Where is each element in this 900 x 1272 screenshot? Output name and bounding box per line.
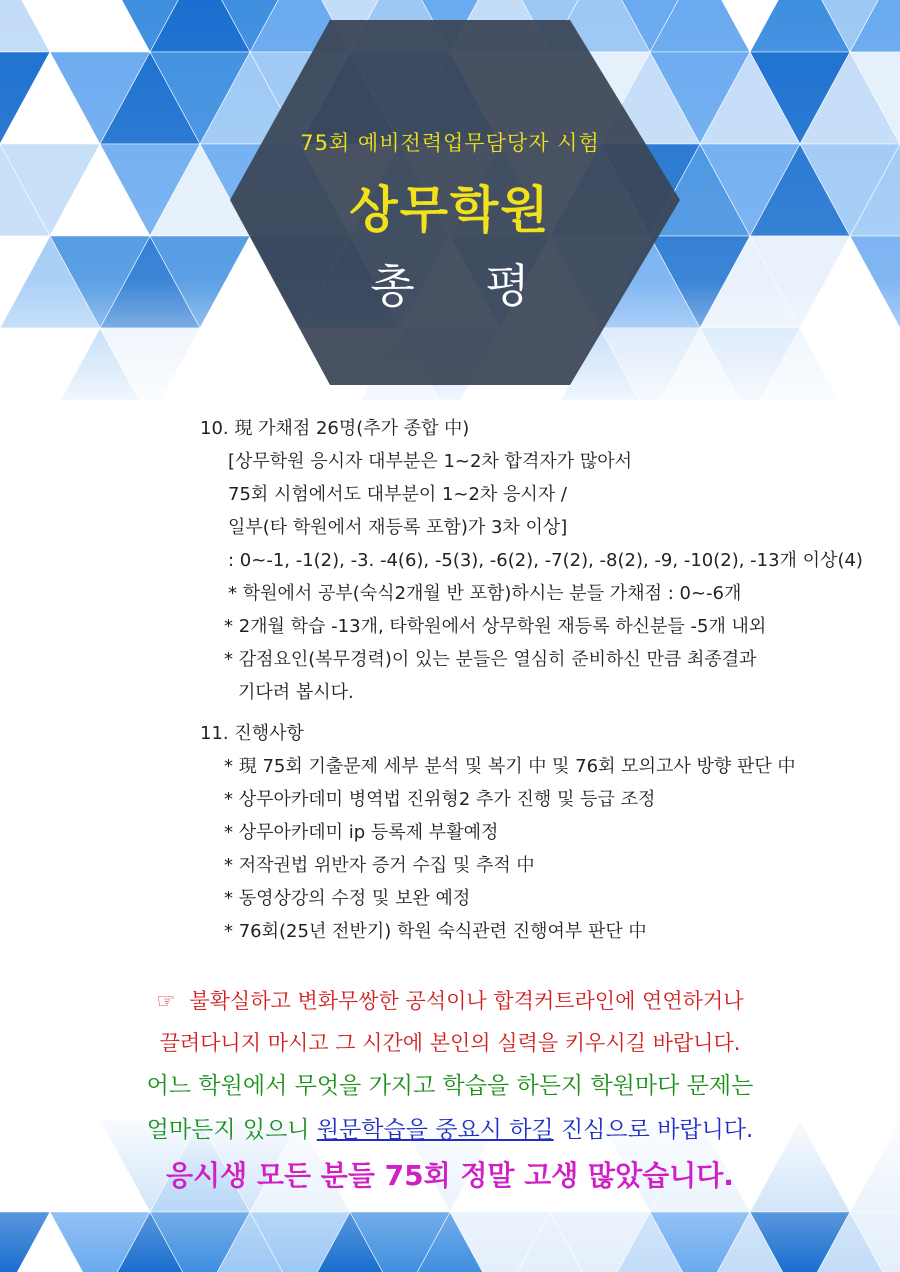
section10-bullet: * 2개월 학습 -13개, 타학원에서 상무학원 재등록 하신분들 -5개 내외	[224, 616, 767, 637]
section10-bullet: * 감점요인(복무경력)이 있는 분들은 열심히 준비하신 만큼 최종결과	[224, 649, 757, 670]
advice-line1: 어느 학원에서 무엇을 가지고 학습을 하든지 학원마다 문제는	[146, 1073, 754, 1099]
caution-note-line1	[0, 980, 900, 1022]
section11-bullet: * 상무아카데미 병역법 진위형2 추가 진행 및 등급 조정	[224, 789, 656, 810]
caution-note-text: 불확실하고 변화무쌍한 공석이나 합격커트라인에 연연하거나	[189, 989, 744, 1013]
academy-title: 상무학원	[349, 181, 551, 239]
caution-note-line2: 끌려다니지 마시고 그 시간에 본인의 실력을 키우시길 바랍니다.	[159, 1031, 741, 1055]
section11-bullet: * 상무아카데미 ip 등록제 부활예정	[224, 822, 499, 843]
section10-line: 75회 시험에서도 대부분이 1~2차 응시자 /	[228, 484, 567, 505]
review-body	[200, 412, 863, 948]
section11-bullet: * 76회(25년 전반기) 학원 숙식관련 진행여부 판단 中	[224, 921, 647, 942]
exam-subtitle: 75회 예비전력업무담당자 시험	[300, 131, 600, 155]
header-banner	[0, 0, 900, 400]
pointing-hand-icon: ☞	[156, 989, 176, 1013]
section11-heading: 11. 진행사항	[200, 723, 304, 744]
score-distribution: : 0~-1, -1(2), -3. -4(6), -5(3), -6(2), -7(2), -8(2), -9, -10(2), -13개 이상(4)	[228, 550, 863, 571]
advice-line2	[0, 1108, 900, 1152]
advice-line2-end: 진심으로 바랍니다.	[553, 1117, 754, 1143]
section10-line: [상무학원 응시자 대부분은 1~2차 합격자가 많아서	[228, 451, 632, 472]
section10-heading: 10. 現 가채점 26명(추가 종합 中)	[200, 418, 470, 439]
section10-bullet-continuation: 기다려 봅시다.	[238, 682, 354, 703]
section11-bullet: * 저작권법 위반자 증거 수집 및 추적 中	[224, 855, 535, 876]
section11-bullet: * 現 75회 기출문제 세부 분석 및 복기 中 및 76회 모의고사 방향 판단 中	[224, 756, 796, 777]
review-heading: 총 평	[370, 259, 558, 313]
farewell-message: 응시생 모든 분들 75회 정말 고생 많았습니다.	[166, 1159, 734, 1192]
section10-bullet: * 학원에서 공부(숙식2개월 반 포함)하시는 분들 가채점 : 0~-6개	[228, 583, 742, 604]
advice-line2-start: 얼마든지 있으니	[146, 1117, 317, 1143]
closing-message	[0, 980, 900, 1200]
original-text-study-emphasis: 원문학습을 중요시 하길	[316, 1117, 554, 1143]
section10-line: 일부(타 학원에서 재등록 포함)가 3차 이상]	[228, 517, 568, 538]
section11-bullet: * 동영상강의 수정 및 보완 예정	[224, 888, 471, 909]
